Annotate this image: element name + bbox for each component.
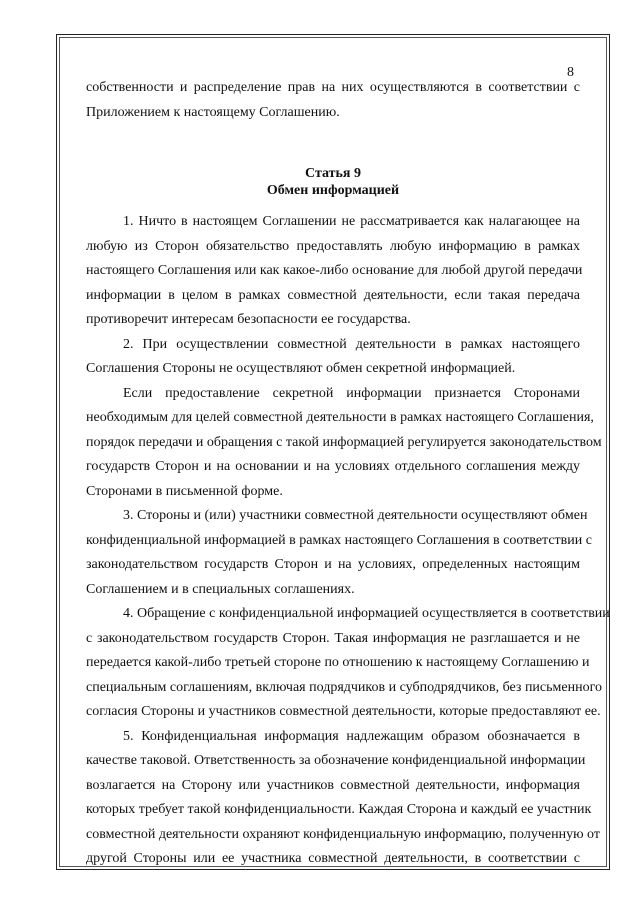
paragraph-2-continued [86, 382, 602, 505]
text-line: 3. Стороны и (или) участники совместной деятельности осуществляют обмен [123, 508, 588, 523]
text-line: необходимым для целей совместной деятельности в рамках настоящего Соглашения, [86, 410, 594, 425]
text-line: государств Сторон и на основании и на условиях отдельного соглашения между [86, 459, 580, 474]
text-line: конфиденциальной информацией в рамках настоящего Соглашения в соответствии с [86, 532, 592, 548]
text-line: настоящего Соглашения или как какое-либо основание для любой другой передачи [86, 263, 583, 278]
page-number: 8 [567, 65, 574, 80]
article-title: Обмен информацией [266, 183, 400, 198]
text-line: возлагается на Сторону или участников совместной деятельности, информация [86, 777, 580, 793]
text-line: Если предоставление секретной информации признается Сторонами [123, 385, 580, 401]
text-line: порядок передачи и обращения с такой информацией регулируется законодательством [86, 434, 602, 450]
text-line: 1. Ничто в настоящем Соглашении не рассматривается как налагающее на [123, 214, 580, 229]
text-line: Приложением к настоящему Соглашению. [86, 104, 340, 120]
article-heading [86, 165, 580, 199]
text-line: информации в целом в рамках совместной деятельности, если такая передача [86, 287, 580, 303]
paragraph-3 [86, 504, 592, 602]
text-line: качестве таковой. Ответственность за обозначение конфиденциальной информации [86, 753, 586, 768]
document-body [86, 76, 610, 872]
text-line: с законодательством государств Сторон. Такая информация не разглашается и не [86, 630, 580, 646]
text-line: законодательством государств Сторон и на условиях, определенных настоящим [86, 557, 580, 572]
paragraph-2 [86, 333, 580, 382]
text-line: которых требует такой конфиденциальности. Каждая Сторона и каждый ее участник [86, 802, 592, 817]
text-line: 2. При осуществлении совместной деятельности в рамках настоящего [123, 336, 580, 352]
text-line: любую из Сторон обязательство предоставлять любую информацию в рамках [86, 238, 580, 254]
text-line: 4. Обращение с конфиденциальной информацией осуществляется в соответствии [123, 606, 610, 621]
paragraph-4 [86, 602, 610, 725]
text-line: Соглашения Стороны не осуществляют обмен секретной информацией. [86, 361, 516, 376]
intro-paragraph [86, 76, 580, 125]
text-line: Соглашением и в специальных соглашениях. [86, 581, 355, 597]
text-line: совместной деятельности охраняют конфиденциальную информацию, полученную от [86, 826, 600, 842]
text-line: специальным соглашениям, включая подрядчиков и субподрядчиков, без письменного [86, 679, 602, 695]
text-line: согласия Стороны и участников совместной деятельности, которые предоставляют ее. [86, 704, 601, 719]
paragraph-5 [86, 725, 600, 872]
text-line: другой Стороны или ее участника совместной деятельности, в соответствии с [86, 851, 580, 866]
spacer [86, 199, 580, 210]
text-line: противоречит интересам безопасности ее государства. [86, 312, 411, 327]
paragraph-1 [86, 210, 583, 333]
text-line: собственности и распределение прав на них осуществляются в соответствии с [86, 80, 580, 95]
text-line: Сторонами в письменной форме. [86, 483, 283, 499]
text-line: 5. Конфиденциальная информация надлежащим образом обозначается в [123, 728, 580, 744]
article-number: Статья 9 [305, 166, 361, 181]
text-line: передается какой-либо третьей стороне по отношению к настоящему Соглашению и [86, 655, 590, 670]
